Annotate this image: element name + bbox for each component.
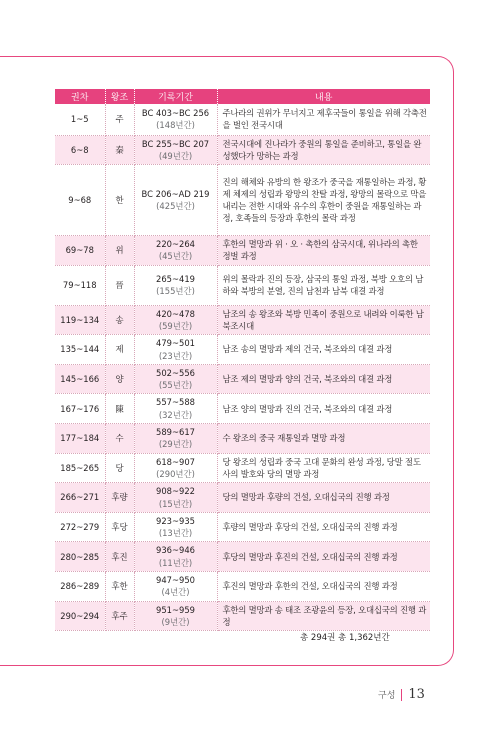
content-cell: 당의 멸망과 후량의 건설, 오대십국의 진행 과정	[217, 483, 430, 513]
period-years: (425년간)	[156, 201, 195, 212]
header-period: 기록기간	[134, 89, 217, 104]
content-cell: 후한의 멸망과 위 · 오 · 촉한의 삼국시대, 위나라의 촉한 정벌 과정	[217, 236, 430, 266]
header-dynasty: 왕조	[105, 89, 134, 104]
header-content: 내용	[217, 89, 430, 104]
content-cell: 남조 송의 멸망과 제의 건국, 북조와의 대결 과정	[217, 335, 430, 365]
volumes-cell: 135~144	[55, 335, 105, 365]
period-range: 502~556	[156, 367, 195, 378]
content-cell: 남조 양의 멸망과 진의 건국, 북조와의 대결 과정	[217, 394, 430, 424]
period-range: 936~946	[156, 545, 195, 556]
table-row	[55, 364, 430, 394]
period-range: 479~501	[156, 338, 195, 349]
table-row	[55, 265, 430, 305]
dynasty-cell: 당	[105, 453, 134, 483]
content-cell: 남조 제의 멸망과 양의 건국, 북조와의 대결 과정	[217, 364, 430, 394]
volumes-cell: 6~8	[55, 135, 105, 165]
period-years: (45년간)	[158, 251, 193, 262]
table-header-row	[55, 89, 430, 104]
period-years: (290년간)	[156, 468, 195, 479]
content-cell: 위의 몰락과 진의 등장, 삼국의 통일 과정, 북방 오호의 남하와 북방의 분열, 진의 남천과 남북 대결 과정	[217, 265, 430, 305]
content-cell: 진의 해체와 유방의 한 왕조가 중국을 재통일하는 과정, 황제 체제의 성립과 왕망의 찬탈 과정, 왕망의 몰락으로 막을 내리는 전한 시대와 유수의 후한이 중원을 재통일하는 과정, 호족들의 등장과 후한의 몰락 과정	[217, 165, 430, 236]
dynasty-cell: 위	[105, 236, 134, 266]
dynasty-cell: 秦	[105, 135, 134, 165]
volumes-cell: 286~289	[55, 572, 105, 602]
period-years: (32년간)	[158, 409, 193, 420]
period-cell	[134, 453, 217, 483]
volumes-cell: 79~118	[55, 265, 105, 305]
period-years: (59년간)	[158, 320, 193, 331]
table-row	[55, 135, 430, 165]
dynasty-cell: 후진	[105, 542, 134, 572]
dynasty-cell: 제	[105, 335, 134, 365]
period-cell	[134, 364, 217, 394]
table-row	[55, 424, 430, 454]
period-years: (49년간)	[158, 150, 193, 161]
volumes-cell: 1~5	[55, 104, 105, 135]
content-cell: 수 왕조의 중국 재통일과 멸망 과정	[217, 424, 430, 454]
period-cell	[134, 335, 217, 365]
period-cell	[134, 165, 217, 236]
period-cell	[134, 265, 217, 305]
page-footer	[378, 687, 425, 702]
volumes-cell: 272~279	[55, 512, 105, 542]
period-cell	[134, 483, 217, 513]
period-range: BC 206~AD 219	[141, 188, 210, 199]
period-cell	[134, 424, 217, 454]
period-years: (15년간)	[158, 498, 193, 509]
dynasty-cell: 晉	[105, 265, 134, 305]
period-years: (11년간)	[158, 557, 193, 568]
section-label: 구성	[378, 691, 396, 701]
dynasty-cell: 한	[105, 165, 134, 236]
period-years: (4년간)	[161, 587, 190, 598]
period-cell	[134, 394, 217, 424]
period-range: 923~935	[156, 515, 195, 526]
period-range: 220~264	[156, 239, 195, 250]
volumes-cell: 280~285	[55, 542, 105, 572]
content-cell: 후한의 멸망과 송 태조 조광윤의 등장, 오대십국의 진행 과정	[217, 601, 430, 631]
table-row	[55, 104, 430, 135]
period-years: (155년간)	[156, 286, 195, 297]
period-cell	[134, 305, 217, 335]
chronology-table	[55, 89, 430, 631]
content-cell: 후량의 멸망과 후당의 건설, 오대십국의 진행 과정	[217, 512, 430, 542]
period-years: (148년간)	[156, 120, 195, 131]
period-range: BC 255~BC 207	[141, 138, 210, 149]
volumes-cell: 145~166	[55, 364, 105, 394]
period-range: 589~617	[156, 427, 195, 438]
table-row	[55, 572, 430, 602]
period-cell	[134, 542, 217, 572]
dynasty-cell: 양	[105, 364, 134, 394]
table-row	[55, 305, 430, 335]
period-range: 618~907	[156, 456, 195, 467]
table-row	[55, 601, 430, 631]
period-cell	[134, 572, 217, 602]
dynasty-cell: 후당	[105, 512, 134, 542]
volumes-cell: 9~68	[55, 165, 105, 236]
dynasty-cell: 수	[105, 424, 134, 454]
period-cell	[134, 512, 217, 542]
table-row	[55, 335, 430, 365]
period-range: 265~419	[156, 273, 195, 284]
footer-divider	[401, 689, 402, 701]
volumes-cell: 266~271	[55, 483, 105, 513]
volumes-cell: 119~134	[55, 305, 105, 335]
dynasty-cell: 후한	[105, 572, 134, 602]
period-years: (29년간)	[158, 439, 193, 450]
table-row	[55, 453, 430, 483]
period-cell	[134, 104, 217, 135]
content-cell: 전국시대에 진나라가 중원의 통일을 준비하고, 통일을 완성했다가 망하는 과정	[217, 135, 430, 165]
volumes-cell: 69~78	[55, 236, 105, 266]
content-cell: 후당의 멸망과 후진의 건설, 오대십국의 진행 과정	[217, 542, 430, 572]
dynasty-cell: 후량	[105, 483, 134, 513]
table-row	[55, 236, 430, 266]
content-cell: 주나라의 권위가 무너지고 제후국들이 통일을 위해 각축전을 벌인 전국시대	[217, 104, 430, 135]
period-range: 420~478	[156, 308, 195, 319]
dynasty-cell: 陳	[105, 394, 134, 424]
period-range: 908~922	[156, 486, 195, 497]
dynasty-cell: 주	[105, 104, 134, 135]
period-years: (9년간)	[161, 616, 190, 627]
volumes-cell: 185~265	[55, 453, 105, 483]
period-cell	[134, 236, 217, 266]
total-summary: 총 294권 총 1,362년간	[300, 633, 390, 643]
period-range: 951~959	[156, 604, 195, 615]
period-cell	[134, 601, 217, 631]
table-row	[55, 512, 430, 542]
period-range: 557~588	[156, 397, 195, 408]
page-number: 13	[408, 687, 425, 702]
dynasty-cell: 송	[105, 305, 134, 335]
period-range: BC 403~BC 256	[141, 107, 210, 118]
period-range: 947~950	[156, 575, 195, 586]
volumes-cell: 177~184	[55, 424, 105, 454]
content-cell: 남조의 송 왕조와 북방 민족이 중원으로 내려와 이룩한 남북조시대	[217, 305, 430, 335]
period-cell	[134, 135, 217, 165]
period-years: (13년간)	[158, 528, 193, 539]
period-years: (23년간)	[158, 350, 193, 361]
table-row	[55, 542, 430, 572]
volumes-cell: 167~176	[55, 394, 105, 424]
volumes-cell: 290~294	[55, 601, 105, 631]
table-row	[55, 483, 430, 513]
dynasty-cell: 후주	[105, 601, 134, 631]
table-row	[55, 394, 430, 424]
content-cell: 후진의 멸망과 후한의 건설, 오대십국의 진행 과정	[217, 572, 430, 602]
period-years: (55년간)	[158, 380, 193, 391]
table-row	[55, 165, 430, 236]
header-volumes: 권차	[55, 89, 105, 104]
content-cell: 당 왕조의 성립과 중국 고대 문화의 완성 과정, 당말 절도사의 발호와 당의 멸망 과정	[217, 453, 430, 483]
